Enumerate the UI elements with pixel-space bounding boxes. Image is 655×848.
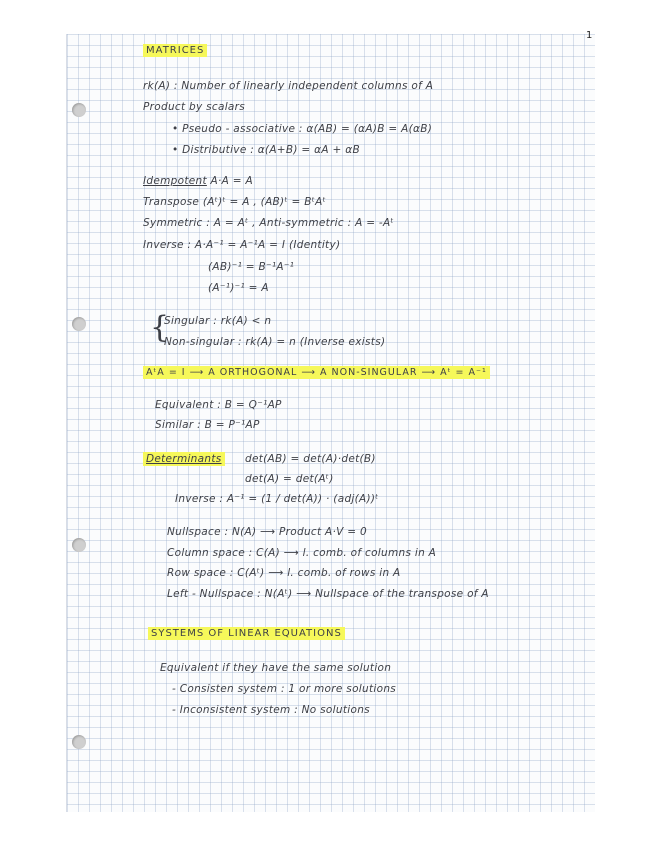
systems-equivalent: Equivalent if they have the same solution — [160, 662, 392, 674]
page-number: 1 — [586, 30, 593, 41]
punch-hole-1 — [72, 103, 86, 117]
distributive: • Distributive : α(A+B) = αA + αB — [172, 144, 360, 156]
inverse-rule-3: (A⁻¹)⁻¹ = A — [208, 282, 269, 294]
determinant-rule-1: det(AB) = det(A)·det(B) — [245, 453, 376, 465]
rank-definition: rk(A) : Number of linearly independent columns of A — [143, 80, 434, 92]
row-space: Row space : C(Aᵗ) ⟶ l. comb. of rows in A — [167, 567, 401, 579]
non-singular-rule: Non-singular : rk(A) = n (Inverse exists) — [164, 336, 386, 348]
heading-systems: SYSTEMS OF LINEAR EQUATIONS — [148, 627, 345, 640]
determinant-rule-2: det(A) = det(Aᵗ) — [245, 473, 334, 485]
inconsistent-system: - Inconsistent system : No solutions — [172, 704, 370, 716]
nullspace: Nullspace : N(A) ⟶ Product A·V = 0 — [167, 526, 367, 538]
orthogonal-chain: AᵗA = I ⟶ A ORTHOGONAL ⟶ A NON-SINGULAR ⟶ Aᵗ = A⁻¹ — [143, 366, 490, 379]
equivalent-matrices: Equivalent : B = Q⁻¹AP — [155, 399, 282, 411]
singular-rule: Singular : rk(A) < n — [164, 315, 272, 327]
consistent-system: - Consisten system : 1 or more solutions — [172, 683, 397, 695]
punch-hole-4 — [72, 735, 86, 749]
column-space: Column space : C(A) ⟶ l. comb. of columns in A — [167, 547, 437, 559]
idempotent-equation: A·A = A — [210, 175, 253, 187]
transpose-rules: Transpose (Aᵗ)ᵗ = A , (AB)ᵗ = BᵗAᵗ — [143, 196, 326, 208]
left-nullspace: Left - Nullspace : N(Aᵗ) ⟶ Nullspace of the transpose of A — [167, 588, 489, 600]
heading-matrices: MATRICES — [143, 44, 207, 57]
pseudo-associative: • Pseudo - associative : α(AB) = (αA)B = A(αB) — [172, 123, 433, 135]
determinant-inverse: Inverse : A⁻¹ = (1 / det(A)) · (adj(A))ᵗ — [175, 493, 379, 505]
inverse-rule-2: (AB)⁻¹ = B⁻¹A⁻¹ — [208, 261, 295, 273]
symmetric-rules: Symmetric : A = Aᵗ , Anti-symmetric : A = -Aᵗ — [143, 217, 394, 229]
punch-hole-2 — [72, 317, 86, 331]
similar-matrices: Similar : B = P⁻¹AP — [155, 419, 260, 431]
idempotent-label: Idempotent — [143, 175, 207, 187]
inverse-rule-1: Inverse : A·A⁻¹ = A⁻¹A = I (Identity) — [143, 239, 341, 251]
punch-hole-3 — [72, 538, 86, 552]
curly-brace: { — [150, 310, 170, 345]
determinants-label: Determinants — [143, 452, 225, 466]
product-by-scalars: Product by scalars — [143, 101, 246, 113]
